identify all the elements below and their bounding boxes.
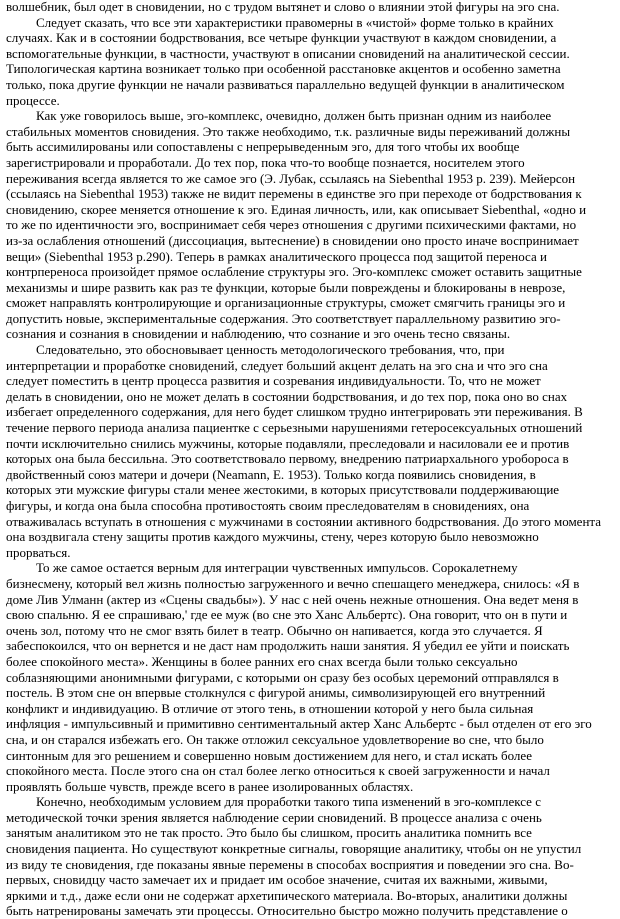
text-line: постель. В этом сне он впервые столкнулся с фигурой анимы, символизирующей его внутренний (6, 685, 546, 701)
text-line: То же самое остается верным для интеграции чувственных импульсов. Сорокалетнему (36, 560, 518, 576)
text-line: волшебник, был одет в сновидении, но с трудом вытянет и слово о влиянии этой фигуры на эго сна. (6, 0, 560, 14)
text-line: спокойного места. После этого сна он стал более легко относиться к своей загруженности и начал (6, 763, 550, 779)
text-line: она воздвигала стену защиты против каждого мужчины, стену, через которую было невозможно (6, 529, 539, 545)
text-line: которых эти мужские фигуры стали менее жестокими, в которых присутствовали поддерживающие (6, 482, 560, 498)
text-line: Типологическая картина возникает только при особенной расстановке акцентов и особенно заметна (6, 61, 561, 77)
text-line: избегает определенного содержания, для него будет слишком трудно интегрировать эти переживания. В (6, 404, 583, 420)
text-line: двойственный союз матери и дочери (Neamann, Е. 1953). Только когда появились сновидения, в (6, 466, 536, 482)
text-line: бизнесмену, который вел жизнь полностью загруженного и вечно спешащего менеджера, снилось: «Я в (6, 575, 580, 591)
text-line: фигуры, и когда она была способна противостоять своим преследователям в сновидениях, она (6, 498, 530, 513)
text-line: быть ассимилированы или сопоставлены с непрерыведенным эго, для того чтобы их вообще (6, 139, 520, 155)
text-line: занятым аналитиком это не так просто. Это было бы слишком, просить аналитика помнить все (6, 825, 532, 841)
paragraph (6, 15, 612, 109)
text-line: очень зол, потому что не смог взять билет в театр. Обычно он напивается, когда это случается. Я (6, 622, 543, 638)
text-line: методической точки зрения является наблюдение серии сновидений. В процессе анализа с очень (6, 809, 542, 825)
text-line: проявлять больше чувств, прежде всего в ранее изолированных областях. (6, 778, 414, 794)
text-line: следует поместить в центр процесса развития и созревания индивидуальности. То, что не может (6, 373, 541, 389)
text-line: синтонным для эго решением и совершенно новым достижением для него, и стал искать более (6, 747, 532, 763)
text-line: сновидению, скорее меняется отношение к эго. Единая личность, или, как описывает Siebenthal, «одно и (6, 201, 587, 217)
text-line: конфликт и индивидуацию. В отличие от этого тень, в отношении которой у него была сильная (6, 700, 534, 716)
text-line: прорваться. (6, 544, 71, 560)
text-line: течение первого периода анализа пациентке с серьезными нарушениями гетеросексуальных отношений (6, 420, 583, 436)
text-line: вспомогательные функции, в частности, участвуют в описании сновидений на аналитической сессии. (6, 45, 570, 61)
text-line: соблазняющими анонимными фигурами, с которыми он сразу без особых церемоний отправлялся в (6, 669, 559, 685)
text-line: свою спальню. Я ее спрашиваю,' где ее муж (во сне это Ханс Альбертс). Она говорит, что он в пути и (6, 607, 568, 623)
text-line: отваживалась вступать в отношения с мужчинами в состоянии активного бодрствования. До этого момента (6, 513, 602, 529)
text-line: Конечно, необходимым условием для проработки такого типа изменений в эго-комплексе с (36, 794, 541, 810)
text-line: Следовательно, это обосновывает ценность методологического требования, что, при (36, 342, 505, 358)
text-line: сновидения пациента. Но существуют конкретные сигналы, говорящие аналитику, чтобы он не упустил (6, 841, 582, 857)
text-line: только, пока другие функции не начали развиваться параллельно ведущей функции в аналитическом (6, 76, 565, 92)
text-line: зарегистрировали и проработали. До тех пор, пока что-то вообще познается, носителем этого (6, 154, 525, 170)
text-line: интерпретации и проработке сновидений, следует больший акцент делать на эго сна и что эго сна (6, 357, 548, 373)
paragraph (6, 794, 612, 919)
paragraph (6, 342, 612, 560)
text-line: сна, и он старался избежать его. Он также отложил сексуальное удовлетворение во сне, что было (6, 731, 544, 747)
text-line: Как уже говорилось выше, эго-комплекс, очевидно, должен быть признан одним из наиболее (36, 108, 552, 124)
text-line: сознания и сознания в сновидении и наблюдению, что сознание и эго очень тесно связаны. (6, 326, 511, 342)
text-line: допустить новые, экспериментальные содержания. Это соответствует параллельному развитию эго- (6, 310, 561, 326)
body-text (6, 0, 612, 919)
text-line: процессе. (6, 92, 60, 108)
text-line: контрпереноса произойдет прямое ослабление структуры эго. Эго-комплекс сможет оставить защитные (6, 264, 582, 280)
text-line: сможет направлять контролирующие и организационные структуры, сможет смягчить границы эго и (6, 295, 566, 311)
text-line: делать в сновидении, оно не может делать в состоянии бодрствования, и до тех пор, пока оно во снах (6, 388, 568, 404)
text-line: которых она была бессильна. Это соответствовало первому, внедрению патриархального уробороса в (6, 451, 569, 467)
text-line: яркими и т.д., даже если они не содержат архетипического материала. Во-вторых, аналитики должны (6, 887, 568, 903)
paragraph (6, 560, 612, 794)
text-line: из-за ослабления отношений (диссоциация, вытеснение) в сновидении оно просто иначе воспринимает (6, 232, 579, 248)
text-line: вещи» (Siebenthal 1953 р.290). Теперь в рамках аналитического процесса под защитой переноса и (6, 248, 547, 264)
text-line: из виду те сновидения, где показаны явные перемены в способах восприятия и поведении эго сна. Во- (6, 856, 574, 872)
text-line: быть натренированы замечать эти процессы. Относительно быстро можно получить представление о (6, 903, 568, 919)
text-line: механизмы и шире развить как раз те функции, которые были повреждены и блокированы в неврозе, (6, 279, 566, 295)
text-line: стабильных моментов сновидения. Это также необходимо, т.к. различные виды переживаний должны (6, 123, 571, 139)
text-line: более спокойного места». Женщины в более ранних его снах всегда были только сексуально (6, 653, 518, 669)
text-line: забеспокоился, что он вернется и не даст нам продолжить наши занятия. Я убедил ее уйти и поискать (6, 638, 570, 654)
text-line: доме Лив Улманн (актер из «Сцены свадьбы»). У нас с ней очень нежные отношения. Она ведет меня в (6, 591, 579, 607)
text-line: первых, сновидцу часто замечает их и придает им особое значение, считая их важными, живыми, (6, 872, 548, 888)
text-line: инфляция - импульсивный и примитивно сентиментальный актер Ханс Альбертс - был отделен от его эго (6, 716, 592, 732)
text-line: переживания всегда является то же самое эго (Э. Лубак, ссылаясь на Siebenthal 1953 р. 239). Мейерсон (6, 170, 576, 186)
text-line: случаях. Как и в состоянии бодрствования, все четыре функции участвуют в каждом сновидении, а (6, 30, 557, 46)
text-line: то же по идентичности эго, воспринимает себя через отношения с другими психическими фактами, но (6, 217, 577, 233)
text-line: почти исключительно снились мужчины, которые подавляли, преследовали и насиловали ее и против (6, 435, 570, 451)
paragraph (6, 108, 612, 342)
text-line: Следует сказать, что все эти характеристики правомерны в «чистой» форме только в крайних (36, 14, 554, 30)
text-line: (ссылаясь на Siebenthal 1953) также не видит перемены в единстве эго при переходе от бодрствования к (6, 186, 582, 202)
paragraph (6, 0, 612, 15)
